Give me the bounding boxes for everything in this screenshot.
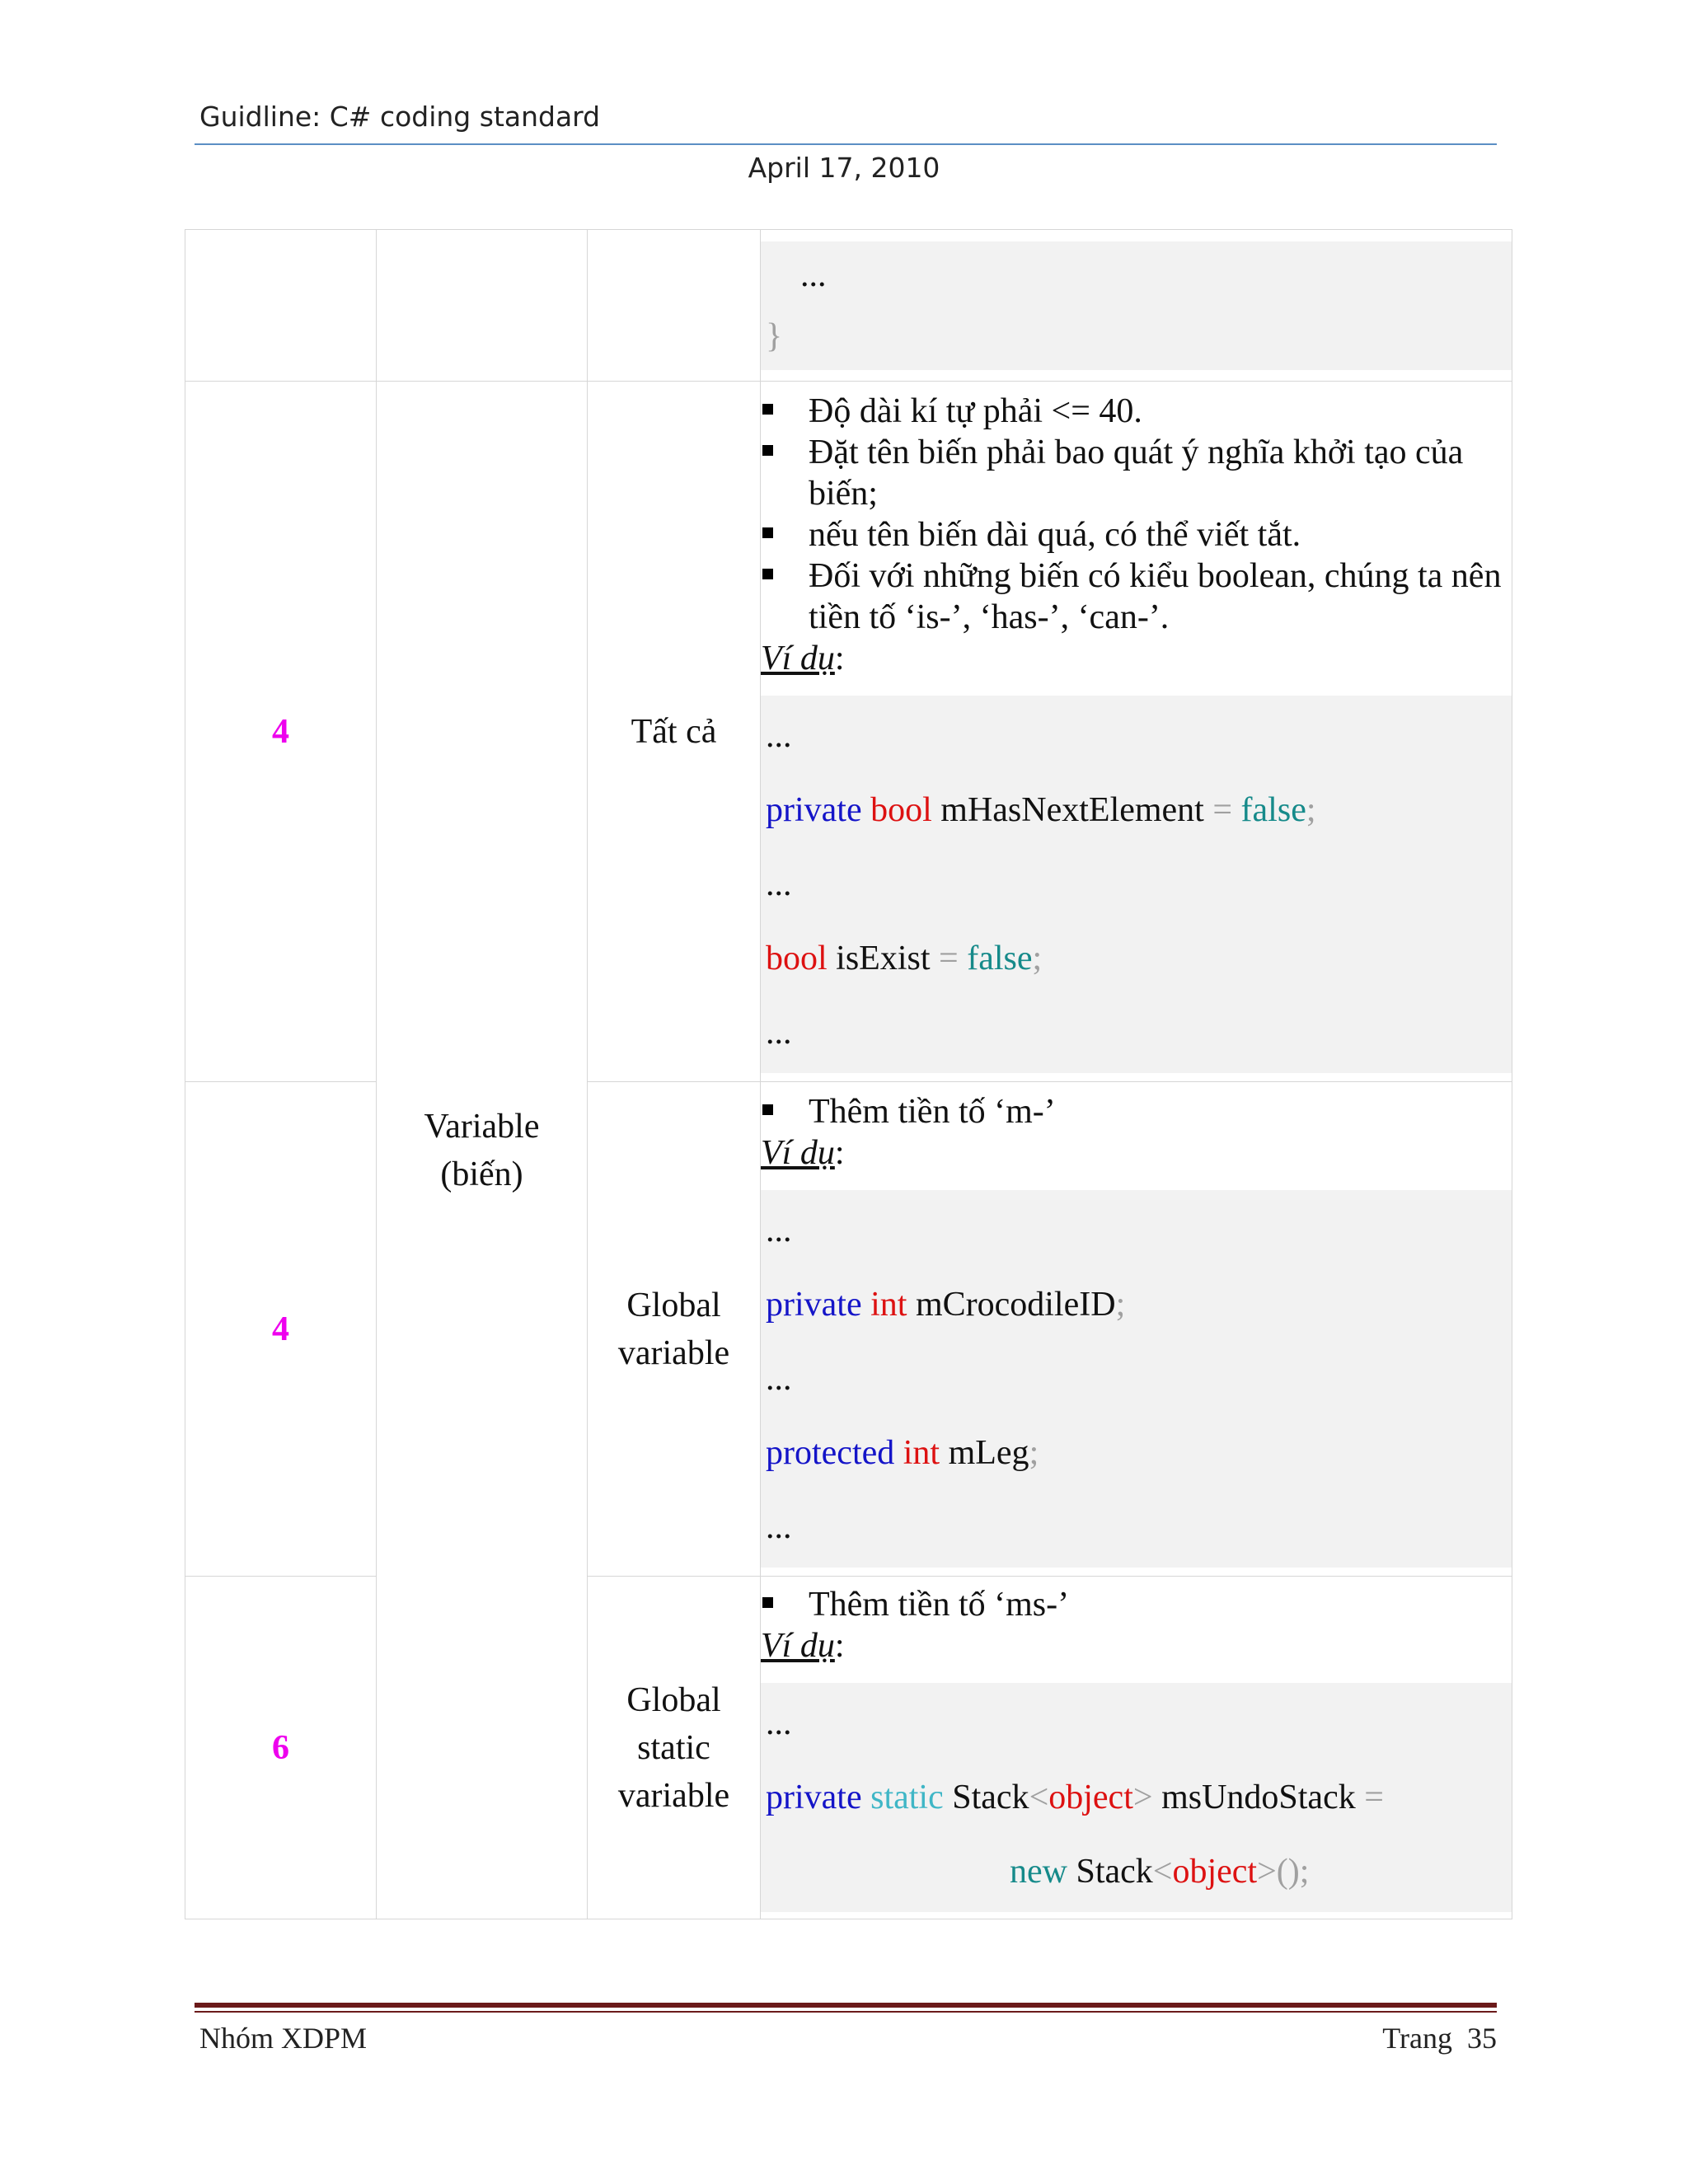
bullet-icon — [762, 527, 773, 538]
scope-cell — [588, 1577, 761, 1919]
code-block — [761, 1190, 1512, 1568]
bullet-icon — [762, 404, 773, 415]
scope-label: Global static variable — [617, 1680, 730, 1815]
code-block — [761, 1683, 1512, 1912]
table-row — [185, 382, 1512, 1082]
code-line: private static Stack<object> msUndoStack = — [766, 1778, 1384, 1816]
code-block — [761, 241, 1512, 370]
table-row-continuation — [185, 230, 1512, 382]
code-line: ... — [766, 1211, 792, 1249]
scope-label: Global variable — [617, 1286, 730, 1372]
content-cell — [761, 230, 1512, 382]
bullet-icon — [762, 445, 773, 456]
footer-divider-thick — [195, 2003, 1497, 2008]
example-label: Ví dụ: — [761, 639, 845, 677]
header-divider — [195, 143, 1497, 145]
header-title: Guidline: C# coding standard — [199, 101, 601, 133]
list-item: Đối với những biến có kiểu boolean, chúng ta nên tiền tố ‘is-’, ‘has-’, ‘can-’. — [761, 555, 1512, 638]
code-line: new Stack<object>(); — [1010, 1852, 1310, 1891]
content-cell — [761, 382, 1512, 1082]
scope-cell — [588, 1082, 761, 1577]
row-number: 6 — [185, 1577, 377, 1919]
bullet-icon — [762, 569, 773, 579]
empty-cell — [185, 230, 377, 382]
bullet-icon — [762, 1597, 773, 1608]
header-date: April 17, 2010 — [748, 152, 940, 184]
code-line: bool isExist = false; — [766, 939, 1043, 977]
rule-list — [761, 391, 1512, 638]
row-number: 4 — [185, 382, 377, 1082]
footer-page-number: Trang 35 — [1382, 2022, 1497, 2055]
list-item: Độ dài kí tự phải <= 40. — [761, 391, 1512, 432]
category-label: Variable (biến) — [424, 1107, 540, 1193]
code-line: ... — [766, 1359, 792, 1398]
naming-standard-table — [185, 229, 1512, 1919]
example-label: Ví dụ: — [761, 1133, 845, 1172]
scope-label: Tất cả — [631, 712, 717, 751]
footer-group-name: Nhóm XDPM — [199, 2022, 368, 2055]
list-item: Thêm tiền tố ‘ms-’ — [761, 1584, 1512, 1625]
empty-cell — [377, 230, 588, 382]
empty-cell — [588, 230, 761, 382]
code-line: private bool mHasNextElement = false; — [766, 790, 1316, 829]
scope-cell — [588, 382, 761, 1082]
code-line: private int mCrocodileID; — [766, 1285, 1126, 1324]
code-block — [761, 696, 1512, 1073]
content-cell — [761, 1577, 1512, 1919]
footer-divider-thin — [195, 2011, 1497, 2013]
content-cell — [761, 1082, 1512, 1577]
list-item: Thêm tiền tố ‘m-’ — [761, 1091, 1512, 1132]
code-line: ... — [766, 1013, 792, 1052]
code-line: ... — [766, 1704, 792, 1742]
row-number: 4 — [185, 1082, 377, 1577]
rule-list — [761, 1584, 1512, 1625]
bullet-icon — [762, 1104, 773, 1115]
code-line: ... — [766, 255, 827, 294]
list-item: Đặt tên biến phải bao quát ý nghĩa khởi tạo của biến; — [761, 432, 1512, 514]
rule-list — [761, 1091, 1512, 1132]
code-line: ... — [766, 865, 792, 903]
category-cell — [377, 382, 588, 1919]
code-line: ... — [766, 716, 792, 755]
example-label: Ví dụ: — [761, 1626, 845, 1665]
code-line: } — [766, 316, 783, 355]
list-item: nếu tên biến dài quá, có thể viết tắt. — [761, 514, 1512, 555]
code-line: protected int mLeg; — [766, 1433, 1039, 1472]
code-line: ... — [766, 1507, 792, 1546]
